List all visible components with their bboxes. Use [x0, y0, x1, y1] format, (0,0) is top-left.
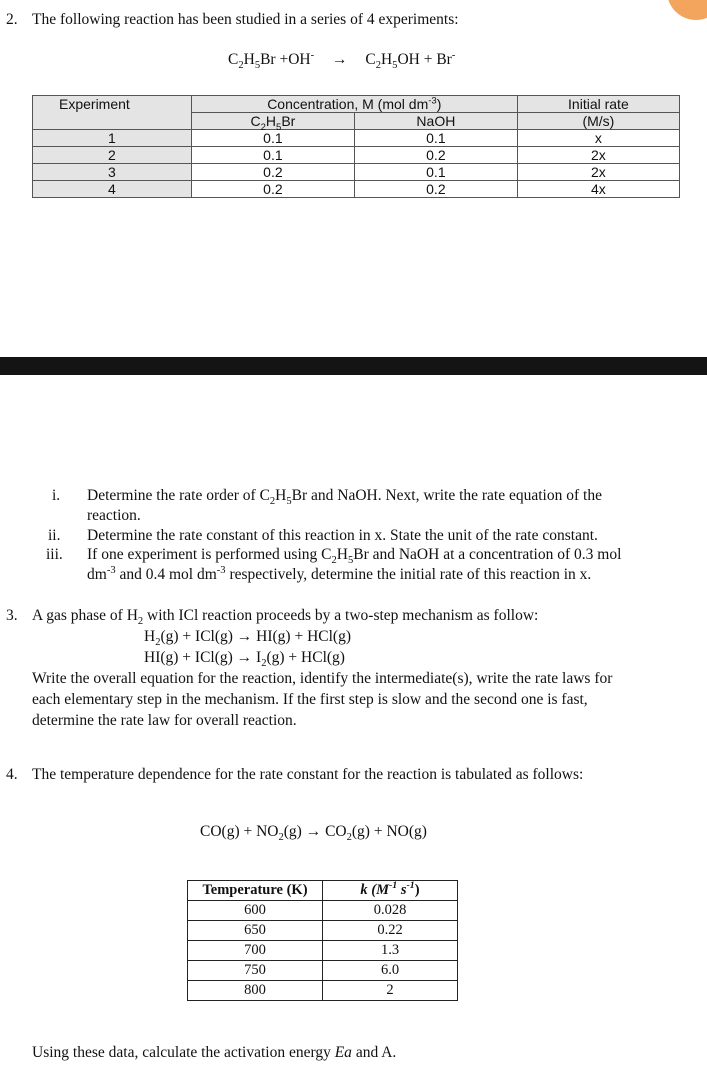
- item-iii-line1: If one experiment is performed using $C_2H_5Br$ and NaOH at a concentration of 0.3 mol: [87, 546, 622, 567]
- item-i-number: i.: [52, 487, 61, 504]
- header-c2h5br: $C_2H_5Br$: [191, 113, 354, 130]
- q4-equation: $CO(g) + NO_2(g) \to CO_2(g) + NO(g)$: [200, 823, 427, 844]
- q4-closing: Using these data, calculate the activation energy Ea and A.: [32, 1044, 397, 1061]
- q4-number: 4.: [6, 766, 18, 783]
- header-initial-rate: Initial rate: [517, 96, 679, 113]
- q3-line1: A gas phase of $H_2$ with ICl reaction proceeds by a two-step mechanism as follow:: [32, 607, 539, 628]
- reaction-arrow-icon: →: [331, 51, 348, 68]
- header-temperature: Temperature (K): [188, 881, 323, 901]
- q3-step1-equation: $H_2(g) + ICl(g) \to HI(g) + HCl(g)$: [144, 628, 351, 649]
- q4-intro: The temperature dependence for the rate constant for the reaction is tabulated as follows:: [32, 766, 584, 783]
- table-row: 600 0.028: [188, 901, 458, 921]
- temperature-rate-table: [187, 880, 458, 1001]
- table-row: 700 1.3: [188, 941, 458, 961]
- q3-number: 3.: [6, 607, 18, 624]
- header-experiment: Experiment: [33, 96, 192, 130]
- table-row: 2 0.1 0.2 2x: [33, 147, 680, 164]
- rate-experiments-table: [32, 95, 680, 198]
- table-row: 1 0.1 0.1 x: [33, 130, 680, 147]
- item-i-line2: reaction.: [87, 507, 141, 524]
- header-naoh: NaOH: [354, 113, 517, 130]
- item-ii-number: ii.: [48, 527, 61, 544]
- dark-divider-band: [0, 357, 707, 375]
- table-row: 4 0.2 0.2 4x: [33, 181, 680, 198]
- table-row: 3 0.2 0.1 2x: [33, 164, 680, 181]
- q3-step2-equation: $HI(g) + ICl(g) \to I_2(g) + HCl(g)$: [144, 649, 345, 670]
- table-row: 650 0.22: [188, 921, 458, 941]
- q3-paragraph-line2: each elementary step in the mechanism. If the first step is slow and the second one is fast,: [32, 691, 588, 708]
- item-iii-number: iii.: [46, 546, 63, 563]
- header-rate-unit: (M/s): [517, 113, 679, 130]
- q3-paragraph-line1: Write the overall equation for the reaction, identify the intermediate(s), write the rate laws for: [32, 670, 613, 687]
- header-concentration: Concentration, M (mol $dm^{-3}$): [191, 96, 517, 113]
- q3-paragraph-line3: determine the rate law for overall reaction.: [32, 712, 297, 729]
- orange-corner-shape: [667, 0, 707, 20]
- q2-number: 2.: [6, 11, 18, 28]
- q2-equation: $C_2H_5Br +OH^- \to C_2H_5OH + Br^-$: [228, 49, 456, 72]
- table-row: 750 6.0: [188, 961, 458, 981]
- table-row: 800 2: [188, 981, 458, 1001]
- q2-intro: The following reaction has been studied in a series of 4 experiments:: [32, 11, 459, 28]
- header-k: k ($M^{-1}$ $s^{-1}$): [323, 881, 458, 901]
- item-ii-line1: Determine the rate constant of this reaction in x. State the unit of the rate constant.: [87, 527, 598, 544]
- item-iii-line2: $dm^{-3}$ and 0.4 mol $dm^{-3}$ respectively, determine the initial rate of this reaction in x.: [87, 564, 592, 583]
- item-i-line1: Determine the rate order of $C_2H_5Br$ and NaOH. Next, write the rate equation of the: [87, 487, 602, 508]
